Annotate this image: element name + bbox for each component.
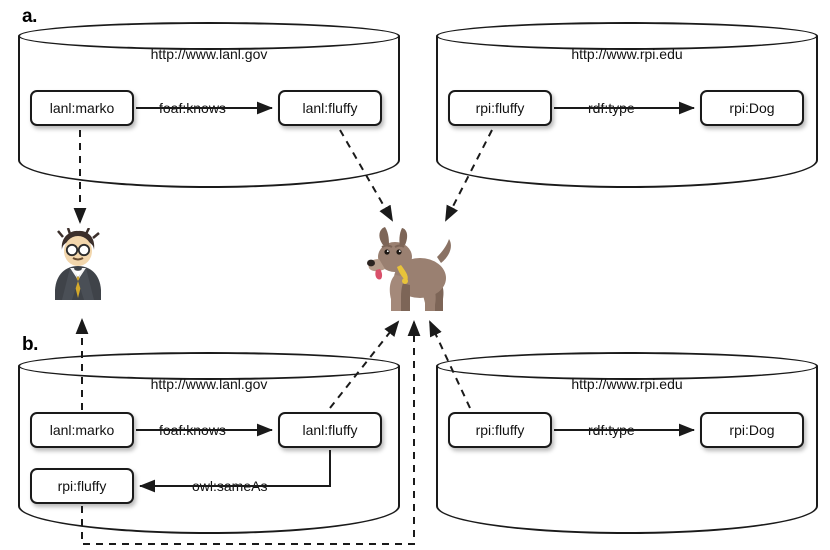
edge-label-rdf-type-b: rdf:type [588, 422, 635, 438]
node-lanl-marko-b: lanl:marko [30, 412, 134, 448]
database-b-rpi-url: http://www.rpi.edu [571, 376, 683, 392]
database-a-lanl-url: http://www.lanl.gov [150, 46, 268, 62]
node-rpi-fluffy-b: rpi:fluffy [448, 412, 552, 448]
node-lanl-fluffy-b: lanl:fluffy [278, 412, 382, 448]
person-avatar-icon [50, 228, 106, 300]
edge-label-foaf-knows-b: foaf:knows [159, 422, 226, 438]
node-rpi-dog-a: rpi:Dog [700, 90, 804, 126]
node-rpi-fluffy-a: rpi:fluffy [448, 90, 552, 126]
node-rpi-dog-b: rpi:Dog [700, 412, 804, 448]
dog-icon [365, 225, 461, 317]
panel-b-label: b. [22, 334, 38, 355]
database-b-lanl-url: http://www.lanl.gov [150, 376, 268, 392]
node-lanl-marko-a: lanl:marko [30, 90, 134, 126]
edge-label-foaf-knows-a: foaf:knows [159, 100, 226, 116]
panel-a-label: a. [22, 6, 37, 27]
database-a-rpi-url: http://www.rpi.edu [571, 46, 683, 62]
edge-label-owl-sameas-b: owl:sameAs [192, 478, 268, 494]
edge-label-rdf-type-a: rdf:type [588, 100, 635, 116]
node-lanl-fluffy-a: lanl:fluffy [278, 90, 382, 126]
node-rpi-fluffy-b-local: rpi:fluffy [30, 468, 134, 504]
